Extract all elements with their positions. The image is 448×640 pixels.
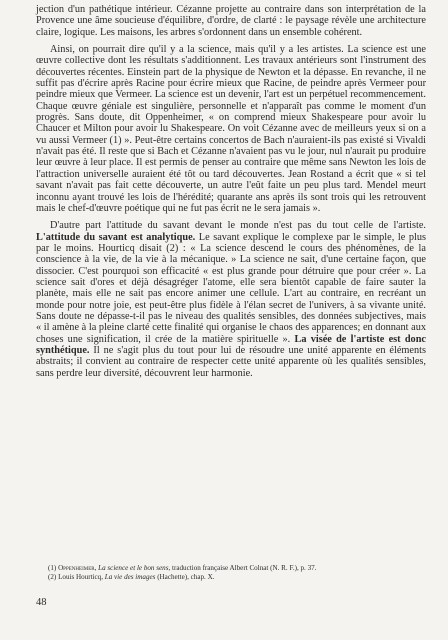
footnote-number: (2) [48, 572, 57, 581]
footnote-details: (Hachette), chap. X. [157, 572, 215, 581]
footnote-author: Oppenheimer, [58, 564, 97, 572]
paragraph-text: Ainsi, on pourrait dire qu'il y a la science, mais qu'il y a les artistes. La science est une œuvre collective dont les résultats s'additionnent. Les travaux antérieurs sont l'instrument des découvertes récentes. Einstein part de la physique de Newton et la dépasse. En revanche, il ne suffit pas d'écrire après Racine pour écrire mieux que Racine, de peindre après Vermeer pour peindre mieux que Vermeer. La science est un devenir, l'art est un perpétuel recommencement. Chaque œuvre géniale est singulière, personnelle et n'apparaît pas comme le moment d'un progrès. Sans doute, dit Oppenheimer, « on comprend mieux Shakespeare pour avoir lu Chaucer et Milton pour avoir lu Shakespeare. On voit Cézanne avec de meilleurs yeux si on a vu aussi Vermeer (1) ». Peut-être certains concertos de Bach n'auraient-ils pas existé si Vivaldi n'avait pas été. Il reste que si Bach et Cézanne n'avaient pas vu le jour, nul n'aurait pu produire leur œuvre à leur place. Il est permis de penser au contraire que même sans Newton les lois de l'attraction universelle auraient été tôt ou tard découvertes. Jean Rostand a écrit que « si tel savant n'avait pas fait cette découverte, un autre l'eût faite un peu plus tard. Mendel meurt inconnu ayant trouvé les lois de l'hérédité; quarante ans après ils sont trois qui les retrouvent mais le chef-d'œuvre poétique qui ne fut pas écrit ne le sera jamais ». [36, 44, 426, 214]
footnote-1 [36, 564, 426, 573]
footnotes [36, 564, 426, 581]
paragraph-text: Il ne s'agit plus du tout pour lui de résoudre une unité apparente en éléments abstraits; il convient au contraire de respecter cette unité apparente où les qualités sensibles, sans perdre leur diversité, découvrent leur harmonie. [36, 344, 426, 379]
page-number: 48 [36, 597, 47, 608]
footnote-details: traduction française Albert Colnat (N. R. F.), p. 37. [172, 564, 317, 572]
paragraph-text: D'autre part l'attitude du savant devant le monde n'est pas du tout celle de l'artiste. [50, 220, 426, 232]
footnote-title: La vie des images [104, 572, 156, 581]
footnote-number: (1) [48, 564, 57, 572]
paragraph-analytic-synthetic [36, 220, 426, 379]
paragraph-continuation [36, 4, 426, 38]
footnote-2 [36, 573, 426, 582]
bold-statement-synthetic: La visée de l'artiste est donc synthétique. [36, 333, 426, 356]
paragraph-text: jection d'un pathétique intérieur. Cézanne projette au contraire dans son interprétation de la Provence une âme soucieuse d'équilibre, d'ordre, de clarté : le paysage révèle une architecture claire, logique. Les maisons, les arbres s'ordonnent dans un ensemble cohérent. [36, 4, 426, 38]
paragraph-science-vs-artists [36, 44, 426, 214]
footnote-author: Louis Hourticq, [58, 572, 103, 581]
footnote-title: La science et le bon sens, [98, 564, 171, 572]
paragraph-text: Le savant explique le complexe par le simple, le plus par le moins. Hourticq disait (2) : « La science descend le cours des phénomènes, de la conscience à la vie, de la vie à la mécanique. » La science ne sait, d'une certaine façon, que dissocier. C'est pourquoi son efficacité « est plus grande pour détruire que pour créer ». La science sait d'ores et déjà désagréger l'atome, elle sera bientôt capable de faire sauter la planète, mais elle ne sait pas encore animer une cellule. L'art au contraire, en recréant un monde pour notre joie, est peut-être plus fidèle à l'élan secret de l'univers, à sa vivante unité. Sans doute ne dépasse-t-il pas le niveau des qualités sensibles, des données subjectives, mais « il amène à la pleine clarté cette finalité qui organise le chaos des apparences; en donnant aux choses une signification, il crée de la matière spirituelle ». [36, 231, 426, 345]
bold-statement-analytic: L'attitude du savant est analytique. [36, 231, 196, 243]
